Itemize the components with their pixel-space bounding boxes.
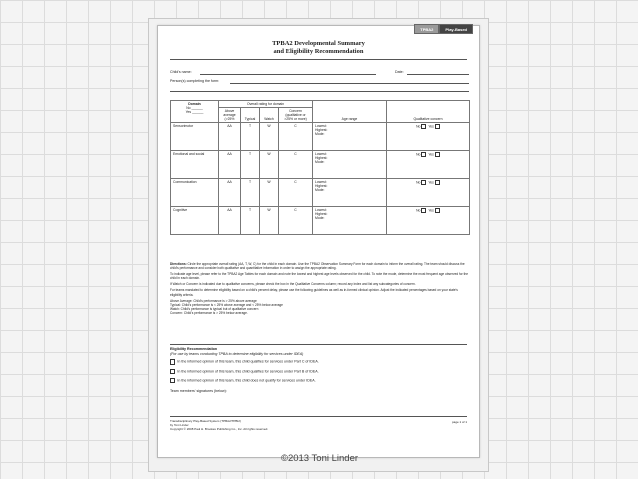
col-head: Watch [260, 108, 279, 123]
rating-aa[interactable]: AA [219, 179, 241, 207]
domain-name: Communication [171, 179, 219, 207]
overall-head: Overall rating for domain [219, 101, 313, 108]
col-head: Typical [241, 108, 260, 123]
table-row [171, 179, 470, 207]
rating-aa[interactable]: AA [219, 207, 241, 235]
rating-c[interactable]: C [279, 123, 313, 151]
rating-t[interactable]: T [241, 207, 260, 235]
guideline-concern: Concern: Child's performance is > 25% below average. [170, 310, 248, 315]
rating-aa[interactable]: AA [219, 151, 241, 179]
qual-head: Qualitative concern [387, 101, 470, 123]
footer-line-2: by Toni Linder [170, 422, 189, 427]
child-name-line [200, 74, 376, 75]
persons-label: Person(s) completing the form: [170, 79, 220, 83]
qual-cell [387, 207, 470, 235]
age-lowest: Lowest: [315, 124, 327, 128]
domain-head-cell: Domain No ______ Yes ______ [171, 101, 219, 123]
table-row [171, 123, 470, 151]
qual-yes-label: Yes [428, 124, 434, 129]
tab-right: Play-Based [439, 24, 473, 34]
not-qualify-checkbox[interactable] [170, 378, 175, 383]
age-lowest: Lowest: [315, 180, 327, 184]
qual-yes-label: Yes [428, 152, 434, 157]
age-mode: Mode: [315, 188, 325, 192]
play-based-tab [414, 24, 473, 34]
document-page [157, 25, 480, 458]
title-line-1: TPBA2 Developmental Summary [272, 40, 365, 47]
rating-c[interactable]: C [279, 207, 313, 235]
domain-yes-label: Yes [185, 110, 192, 114]
copyright-caption: ©2013 Toni Linder [280, 453, 359, 464]
qual-no-label: No [416, 180, 421, 185]
qual-no-checkbox[interactable] [421, 180, 426, 185]
age-range-cell [313, 123, 387, 151]
qual-cell [387, 151, 470, 179]
part-b-checkbox[interactable] [170, 369, 175, 374]
section-rule [170, 344, 467, 345]
qual-yes-checkbox[interactable] [435, 208, 440, 213]
age-mode: Mode: [315, 216, 325, 220]
qual-yes-label: Yes [428, 208, 434, 213]
qual-no-label: No [416, 124, 421, 129]
date-line [407, 74, 469, 75]
date-label: Date: [395, 70, 404, 74]
domain-no-label: No [186, 106, 191, 110]
directions-p4: For teams mandated to determine eligibility based on a child's percent delay, please use the following guidelines as well as in-formed clinical opinion. Adjust the indicated percentages based on your state's eligibility criteria. [170, 288, 458, 297]
rating-t[interactable]: T [241, 151, 260, 179]
option-part-b: In the informed opinion of this team, this child qualifies for services under Part B of IDEA. [177, 369, 319, 374]
title-line-2: and Eligibility Recommendation [273, 48, 364, 55]
directions-block [170, 262, 469, 315]
persons-line [230, 83, 469, 84]
age-head: Age range [313, 101, 387, 123]
footer [170, 420, 469, 431]
page-number: page 1 of 1 [451, 420, 467, 424]
qual-no-label: No [416, 152, 421, 157]
rating-w[interactable]: W [260, 151, 279, 179]
persons-line-2 [170, 91, 469, 92]
title-rule [170, 59, 467, 60]
page-title [158, 40, 479, 56]
qual-yes-checkbox[interactable] [435, 180, 440, 185]
age-highest: Highest: [315, 212, 328, 216]
directions-label: Directions: [170, 262, 187, 266]
qual-no-checkbox[interactable] [421, 208, 426, 213]
part-c-checkbox[interactable] [170, 359, 175, 364]
age-mode: Mode: [315, 132, 325, 136]
rating-w[interactable]: W [260, 179, 279, 207]
domain-head: Domain [188, 102, 201, 106]
age-highest: Highest: [315, 128, 328, 132]
qual-yes-label: Yes [428, 180, 434, 185]
signatures-label: Team members' signatures (below): [170, 389, 227, 394]
eligibility-heading: Eligibility Recommendation [170, 347, 218, 351]
table-row [171, 151, 470, 179]
guideline-watch: Watch: Child's performance is typical but of qualitative concern [170, 306, 259, 311]
domain-name: Cognitive [171, 207, 219, 235]
directions-p3: If Watch or Concern is indicated due to qualitative concerns, please check the box in the Qualitative Concerns column; record any index and list any subcategories of concern. [170, 282, 416, 287]
rating-t[interactable]: T [241, 179, 260, 207]
domain-name: Emotional and social [171, 151, 219, 179]
table-row [171, 207, 470, 235]
tab-left: TPBA2 [414, 24, 439, 34]
guideline-typical: Typical: Child's performance is < 25% above average and < 25% below average [170, 302, 283, 307]
age-lowest: Lowest: [315, 208, 327, 212]
rating-c[interactable]: C [279, 151, 313, 179]
domain-table [170, 100, 470, 235]
age-range-cell [313, 179, 387, 207]
qual-cell [387, 123, 470, 151]
directions-p1: Circle the appropriate overall rating (AA, T, W, C) for the child in each domain. Use the TPBA2 Observation Summary Form for each domain to inform the overall rating. The team should discuss the child's performance and consider both qualitative and quantitative information in order to assign the appropriate rating. [170, 262, 465, 271]
age-mode: Mode: [315, 160, 325, 164]
eligibility-block [170, 347, 469, 394]
rating-c[interactable]: C [279, 179, 313, 207]
age-range-cell [313, 151, 387, 179]
age-range-cell [313, 207, 387, 235]
domain-name: Sensorimotor [171, 123, 219, 151]
guideline-above: Above Average: Child's performance is > 25% above average [170, 298, 257, 303]
slide [148, 18, 489, 472]
option-not-qualify: In the informed opinion of this team, this child does not qualify for services under IDEA. [177, 378, 316, 383]
col-head: Above average (>25% [219, 108, 241, 123]
age-lowest: Lowest: [315, 152, 327, 156]
eligibility-sub: (For use by teams conducting TPBA to determine eligibility for services under IDEA) [170, 351, 304, 356]
rating-w[interactable]: W [260, 123, 279, 151]
qual-yes-checkbox[interactable] [435, 124, 440, 129]
qual-cell [387, 179, 470, 207]
age-highest: Highest: [315, 156, 328, 160]
qual-yes-checkbox[interactable] [435, 152, 440, 157]
rating-w[interactable]: W [260, 207, 279, 235]
rating-aa[interactable]: AA [219, 123, 241, 151]
directions-p2: To indicate age level, please refer to the TPBA2 Age Tables for each domain and note the lowest and highest age levels observed for the child. To note the mode, determine the most frequent age observed for the child in each domain. [170, 272, 469, 281]
qual-no-label: No [416, 208, 421, 213]
footer-line-3: Copyright © 2008 Paul H. Brookes Publishing Co., Inc. All rights reserved. [170, 426, 269, 431]
child-name-label: Child's name: [170, 70, 192, 74]
qual-no-checkbox[interactable] [421, 152, 426, 157]
age-highest: Highest: [315, 184, 328, 188]
rating-t[interactable]: T [241, 123, 260, 151]
qual-no-checkbox[interactable] [421, 124, 426, 129]
footer-rule [170, 416, 467, 417]
footer-line-1: Transdisciplinary Play-Based System (TPBA2/TPBI2) [170, 419, 241, 423]
col-head: Concern (qualitative or >25% or more) [279, 108, 313, 123]
option-part-c: In the informed opinion of this team, this child qualifies for services under Part C of IDEA. [177, 359, 319, 364]
